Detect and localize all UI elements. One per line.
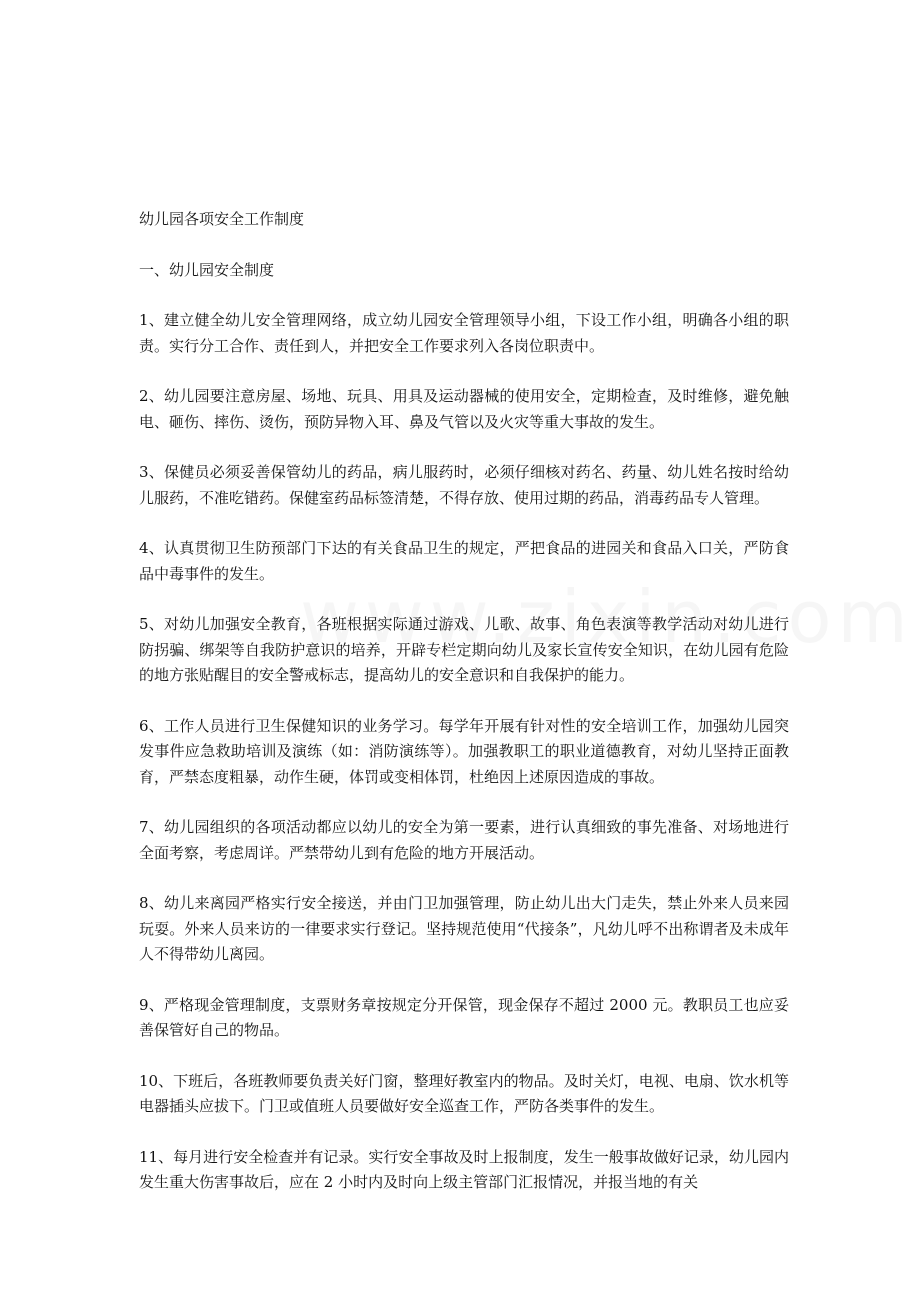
paragraph-4: 4、认真贯彻卫生防预部门下达的有关食品卫生的规定，严把食品的进园关和食品入口关，严防食品中毒事件的发生。 — [139, 539, 789, 583]
paragraph-2: 2、幼儿园要注意房屋、场地、玩具、用具及运动器械的使用安全，定期检查，及时维修，避免触电、砸伤、摔伤、烫伤，预防异物入耳、鼻及气管以及火灾等重大事故的发生。 — [139, 387, 789, 431]
paragraph-6: 6、工作人员进行卫生保健知识的业务学习。每学年开展有针对性的安全培训工作，加强幼儿园突发事件应急救助培训及演练（如：消防演练等）。加强教职工的职业道德教育，对幼儿坚持正面教育，严禁态度粗暴，动作生硬，体罚或变相体罚，杜绝因上述原因造成的事故。 — [139, 716, 789, 786]
paragraph-3: 3、保健员必须妥善保管幼儿的药品，病儿服药时，必须仔细核对药名、药量、幼儿姓名按时给幼儿服药，不准吃错药。保健室药品标签清楚，不得存放、使用过期的药品，消毒药品专人管理。 — [139, 463, 789, 507]
paragraph-7: 7、幼儿园组织的各项活动都应以幼儿的安全为第一要素，进行认真细致的事先准备、对场地进行全面考察，考虑周详。严禁带幼儿到有危险的地方开展活动。 — [139, 818, 789, 862]
document-body — [139, 207, 789, 1221]
paragraph-8: 8、幼儿来离园严格实行安全接送，并由门卫加强管理，防止幼儿出大门走失，禁止外来人员来园玩耍。外来人员来访的一律要求实行登记。坚持规范使用“代接条”，凡幼儿呼不出称谓者及未成年人不得带幼儿离园。 — [139, 894, 789, 963]
paragraph-9: 9、严格现金管理制度，支票财务章按规定分开保管，现金保存不超过 2000 元。教职员工也应妥善保管好自己的物品。 — [139, 995, 789, 1039]
paragraph-1: 1、建立健全幼儿安全管理网络，成立幼儿园安全管理领导小组，下设工作小组，明确各小组的职责。实行分工合作、责任到人，并把安全工作要求列入各岗位职责中。 — [139, 311, 789, 355]
paragraph-10: 10、下班后，各班教师要负责关好门窗，整理好教室内的物品。及时关灯，电视、电扇、饮水机等电器插头应拔下。门卫或值班人员要做好安全巡查工作，严防各类事件的发生。 — [139, 1071, 789, 1115]
document-title: 幼儿园各项安全工作制度 — [139, 210, 305, 228]
paragraph-11: 11、每月进行安全检查并有记录。实行安全事故及时上报制度，发生一般事故做好记录，幼儿园内发生重大伤害事故后，应在 2 小时内及时向上级主管部门汇报情况，并报当地的有关 — [139, 1147, 789, 1191]
section-heading: 一、幼儿园安全制度 — [139, 260, 275, 279]
paragraph-5: 5、对幼儿加强安全教育，各班根据实际通过游戏、儿歌、故事、角色表演等教学活动对幼儿进行防拐骗、绑架等自我防护意识的培养，开辟专栏定期向幼儿及家长宣传安全知识，在幼儿园有危险的地方张贴醒目的安全警戒标志，提高幼儿的安全意识和自我保护的能力。 — [139, 615, 789, 684]
